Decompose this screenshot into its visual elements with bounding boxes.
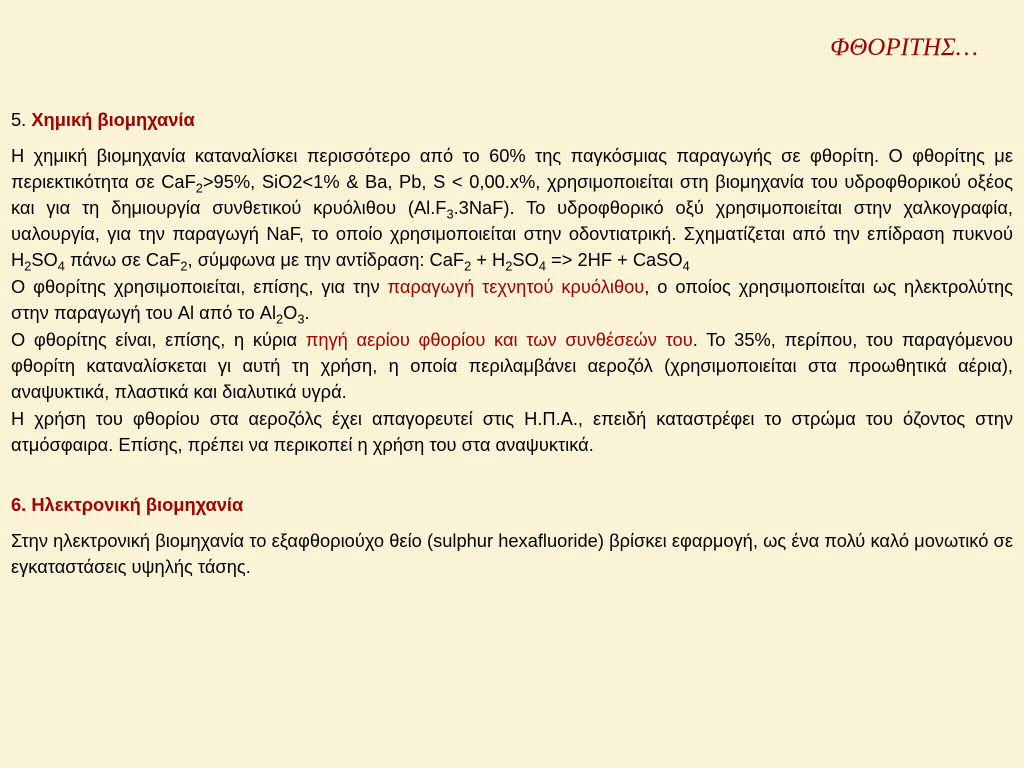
section-6-paragraph-1: Στην ηλεκτρονική βιομηχανία το εξαφθοριούχο θείο (sulphur hexafluoride) βρίσκει εφαρμογή, ως ένα πολύ καλό μονωτικό σε εγκαταστάσεις υψηλής τάσης. (11, 530, 1013, 577)
section-5-paragraph-2: Ο φθορίτης χρησιμοποιείται, επίσης, για την παραγωγή τεχνητού κρυόλιθου, ο οποίος χρησιμοποιείται ως ηλεκτρολύτης στην παραγωγή του Al από το $Al_2O_3$. (11, 276, 1013, 327)
section-5-paragraph-3: Ο φθορίτης είναι, επίσης, η κύρια πηγή αερίου φθορίου και των συνθέσεών του. Το 35%, περίπου, του παραγόμενου φθορίτη καταναλίσκεται γι αυτή τη χρήση, η οποία περιλαμβάνει αεροζόλ (χρησιμοποιείται στα προωθητικά αέρια), αναψυκτικά, πλαστικά και διαλυτικά υγρά. (11, 329, 1014, 402)
slide-body (11, 107, 1013, 580)
highlight-artificial-cryolite: παραγωγή τεχνητού κρυόλιθου (387, 276, 645, 297)
section-6-heading: 6. Ηλεκτρονική βιομηχανία (11, 494, 244, 515)
page-title: ΦΘΟΡΙΤΗΣ… (830, 34, 978, 61)
section-5-title: Χημική βιομηχανία (31, 109, 195, 130)
highlight-fluorine-source: πηγή αερίου φθορίου και των συνθέσεών του (305, 329, 693, 350)
section-5-paragraph-1: Η χημική βιομηχανία καταναλίσκει περισσότερο από το 60% της παγκόσμιας παραγωγής σε φθορίτη. Ο φθορίτης με περιεκτικότητα σε CaF$_2$>95%, SiO2<1% & Ba, Pb, S < 0,00.x%, χρησιμοποιείται στη βιομηχανία του υδροφθορικού οξέος και για τη δημιουργία συνθετικού κρυόλιθου $(Al.F_3.3NaF)$. Το υδροφθορικό οξύ χρησιμοποιείται στην χαλκογραφία, υαλουργία, για την παραγωγή NaF, το οποίο χρησιμοποιείται στην οδοντιατρική. Σχηματίζεται από την επίδραση πυκνού $H_2SO_4$ πάνω σε CaF$_2$, σύμφωνα με την αντίδραση: $CaF_2 + H_2SO_4 => 2HF$ + CaSO$_4$ (11, 145, 1013, 274)
section-5-paragraph-4: Η χρήση του φθορίου στα αεροζόλς έχει απαγορευτεί στις Η.Π.Α., επειδή καταστρέφει το στρώμα του όζοντος στην ατμόσφαιρα. Επίσης, πρέπει να περικοπεί η χρήση του στα αναψυκτικά. (11, 408, 1013, 455)
section-5-number: 5. (11, 109, 27, 130)
section-5-heading (11, 107, 1013, 133)
